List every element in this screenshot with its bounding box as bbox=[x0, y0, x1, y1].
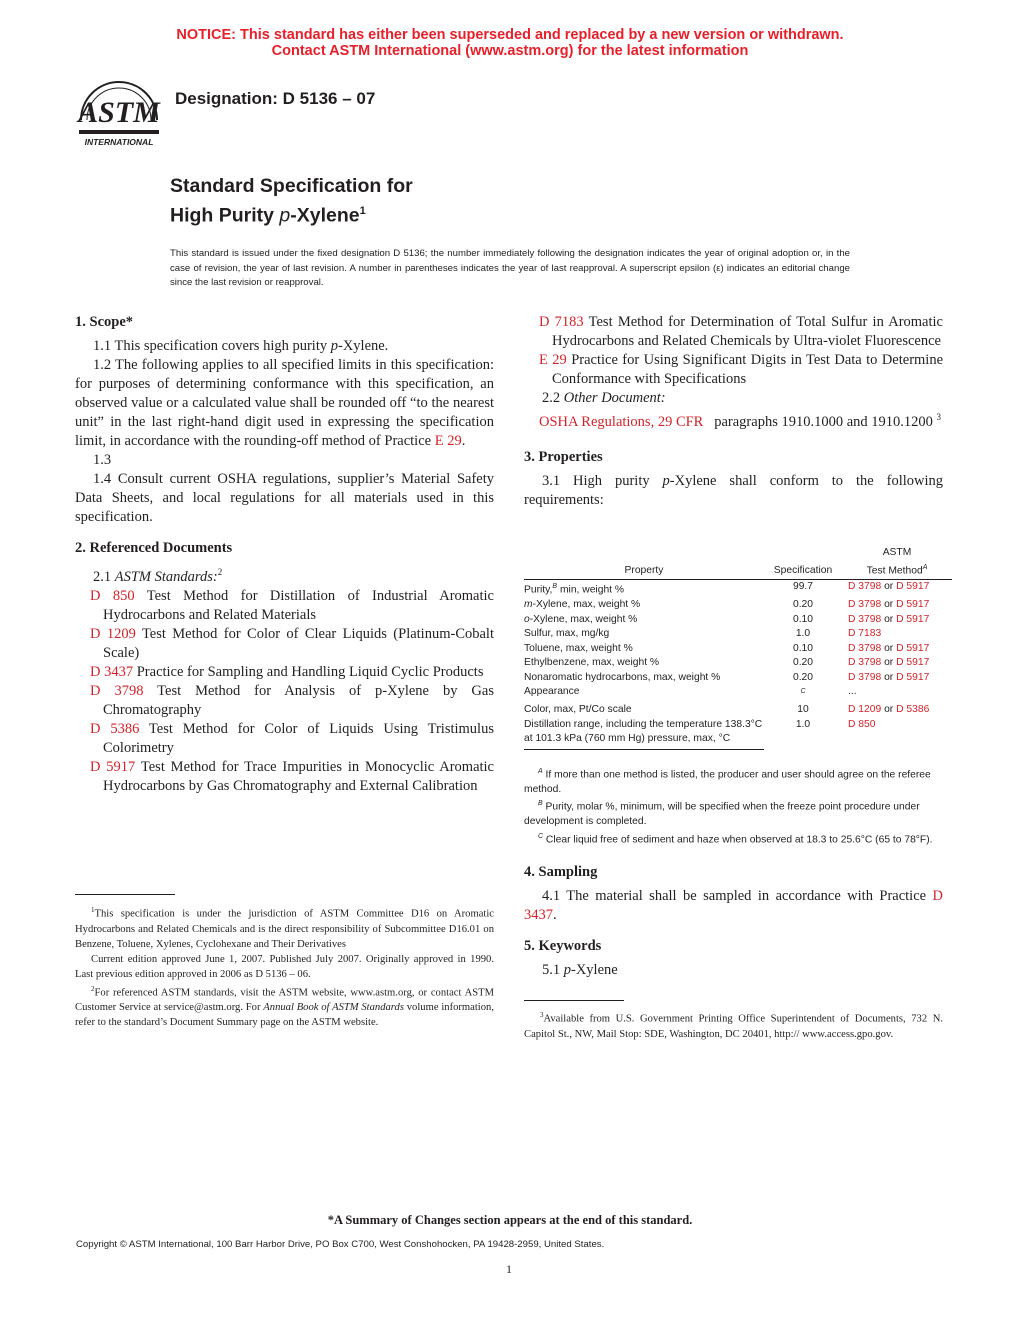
ref-2-1-label: ASTM Standards: bbox=[114, 568, 218, 585]
footnote-3-mark: 3 bbox=[540, 1011, 544, 1019]
reference-title: Test Method for Color of Clear Liquids (Platinum-Cobalt Scale) bbox=[103, 625, 494, 661]
table-row bbox=[524, 671, 952, 686]
method-or: or bbox=[881, 599, 897, 611]
notice-line-1: NOTICE: This standard has either been superseded and replaced by a new version or withdrawn. bbox=[176, 27, 844, 43]
reference-code-link[interactable]: D 1209 bbox=[90, 625, 136, 642]
footnote-rule-left bbox=[75, 894, 175, 895]
title-text-post: -Xylene bbox=[290, 204, 360, 227]
reference-title: Practice for Using Significant Digits in Test Data to Determine Conformance with Specifications bbox=[552, 352, 944, 387]
astm-logo-emblem bbox=[75, 76, 163, 148]
property-text: Nonaromatic hydrocarbons, max, weight % bbox=[524, 671, 721, 683]
ref-2-2-num: 2.2 bbox=[542, 390, 564, 406]
scope-1-2 bbox=[75, 356, 494, 451]
footnote-1-mark: 1 bbox=[91, 906, 95, 914]
designation: Designation: D 5136 – 07 bbox=[175, 89, 376, 108]
link-osha[interactable]: OSHA Regulations, 29 CFR bbox=[539, 413, 704, 430]
cell-property bbox=[524, 703, 764, 718]
title-italic: p bbox=[279, 204, 291, 227]
reference-code-link[interactable]: D 850 bbox=[90, 587, 135, 604]
reference-title: Test Method for Distillation of Industrial Aromatic Hydrocarbons and Related Materials bbox=[103, 587, 494, 623]
summary-of-changes-note: *A Summary of Changes section appears at the end of this standard. bbox=[327, 1213, 693, 1227]
osha-sup: 3 bbox=[936, 412, 942, 422]
method-link[interactable]: D 3798 bbox=[848, 642, 882, 654]
table-row bbox=[524, 656, 952, 671]
spec-value: 0.10 bbox=[792, 642, 814, 654]
reference-item bbox=[524, 313, 943, 351]
property-text: Distillation range, including the temperature 138.3°C at 101.3 kPa (760 mm Hg) pressure, max, °C bbox=[524, 718, 763, 745]
link-e29[interactable]: E 29 bbox=[434, 433, 462, 449]
property-italic: o bbox=[524, 613, 530, 625]
reference-item bbox=[75, 663, 494, 682]
sampling-4-1 bbox=[524, 887, 943, 925]
table-bottom-rule bbox=[524, 749, 764, 750]
prop-intro-end: -Xylene shall conform to the following requirements: bbox=[524, 472, 944, 508]
property-text: Purity, bbox=[524, 584, 553, 596]
section-sampling-heading: 4. Sampling bbox=[524, 864, 598, 880]
right-column-lower bbox=[524, 863, 943, 980]
header-method bbox=[842, 546, 952, 580]
withdrawal-notice bbox=[0, 27, 1020, 59]
properties-table bbox=[524, 546, 952, 747]
page-number: 1 bbox=[506, 1262, 512, 1276]
cell-property bbox=[524, 613, 764, 628]
footnote-rule-right bbox=[524, 1000, 624, 1001]
cell-property bbox=[524, 642, 764, 657]
cell-method bbox=[842, 598, 952, 613]
footnote-2-italic: Annual Book of ASTM Standards bbox=[263, 1002, 404, 1014]
spec-value: 0.20 bbox=[792, 671, 814, 683]
keywords-italic: p bbox=[563, 962, 571, 978]
cell-method bbox=[842, 642, 952, 657]
table-note-c bbox=[524, 830, 943, 848]
section-properties-heading: 3. Properties bbox=[524, 448, 603, 465]
cell-method bbox=[842, 671, 952, 686]
cell-method bbox=[842, 718, 952, 747]
title-footnote-mark: 1 bbox=[359, 205, 366, 217]
cell-spec bbox=[764, 613, 842, 628]
method-or: or bbox=[881, 642, 897, 654]
reference-item bbox=[75, 758, 494, 796]
note-b-mark: B bbox=[538, 800, 543, 808]
method-link[interactable]: D 3798 bbox=[848, 671, 882, 683]
table-row bbox=[524, 685, 952, 703]
right-column bbox=[524, 313, 943, 510]
scope-1-3: 1.3 bbox=[93, 452, 112, 468]
keywords-num: 5.1 bbox=[542, 962, 564, 978]
scope-1-4: 1.4 Consult current OSHA regulations, supplier’s Material Safety Data Sheets, and local regulations for all materials used in this specification. bbox=[75, 471, 494, 525]
logo-caption: INTERNATIONAL bbox=[84, 137, 154, 147]
property-italic: m bbox=[524, 599, 533, 611]
method-or: or bbox=[881, 657, 897, 669]
header-spec: Specification bbox=[764, 546, 842, 580]
cell-property bbox=[524, 718, 764, 747]
left-column bbox=[75, 313, 494, 796]
property-sup: B bbox=[552, 583, 558, 591]
title-line-1: Standard Specification for bbox=[170, 175, 413, 197]
spec-value: 0.20 bbox=[792, 657, 814, 669]
table-notes bbox=[524, 765, 943, 848]
reference-title: Test Method for Color of Liquids Using Tristimulus Colorimetry bbox=[103, 720, 494, 756]
cell-method bbox=[842, 613, 952, 628]
referenced-list bbox=[75, 587, 494, 796]
method-link[interactable]: D 1209 bbox=[848, 704, 882, 716]
scope-1-1-end: -Xylene. bbox=[337, 338, 389, 354]
cell-spec bbox=[764, 642, 842, 657]
footnotes-left bbox=[75, 903, 494, 1030]
header-method-line1: ASTM bbox=[882, 547, 912, 558]
method-link[interactable]: D 5917 bbox=[896, 599, 930, 611]
property-text: -Xylene, max, weight % bbox=[532, 599, 641, 611]
cell-spec bbox=[764, 627, 842, 642]
prop-intro-italic: p bbox=[662, 472, 670, 489]
header-method-text: Test Method bbox=[866, 564, 923, 576]
method-link[interactable]: D 5917 bbox=[896, 581, 930, 593]
section-referenced-heading: 2. Referenced Documents bbox=[75, 540, 233, 556]
spec-value: 0.20 bbox=[792, 599, 814, 611]
properties-table-wrap bbox=[524, 546, 952, 750]
cell-spec bbox=[764, 718, 842, 747]
method-link[interactable]: D 3798 bbox=[848, 599, 882, 611]
note-c-text: Clear liquid free of sediment and haze when observed at 18.3 to 25.6°C (65 to 78°F). bbox=[543, 834, 933, 846]
cell-property bbox=[524, 627, 764, 642]
method-link[interactable]: D 5917 bbox=[896, 671, 930, 683]
ref-2-2-label: Other Document: bbox=[563, 390, 666, 406]
cell-property bbox=[524, 671, 764, 686]
table-note-a bbox=[524, 765, 943, 797]
reference-item bbox=[524, 351, 943, 389]
reference-item bbox=[75, 587, 494, 625]
properties-table-body bbox=[524, 580, 952, 747]
table-row bbox=[524, 703, 952, 718]
scope-1-1 bbox=[75, 337, 494, 356]
footnote-2-text: For referenced ASTM standards, visit the ASTM website, www.astm.org, or contact ASTM Customer Service at service@astm.org. For bbox=[75, 987, 494, 1014]
footnote-2-end: volume information, refer to the standard’s Document Summary page on the ASTM website. bbox=[75, 1002, 494, 1029]
cell-property bbox=[524, 598, 764, 613]
note-a-mark: A bbox=[538, 768, 543, 775]
property-text: -Xylene, max, weight % bbox=[529, 613, 638, 625]
referenced-list-continued bbox=[524, 313, 943, 389]
copyright: Copyright © ASTM International, 100 Barr Harbor Drive, PO Box C700, West Conshohocken, PA 19428-2959, United States. bbox=[76, 1239, 605, 1250]
method-or: or bbox=[881, 671, 897, 683]
cell-property bbox=[524, 656, 764, 671]
cell-spec bbox=[764, 671, 842, 686]
table-row bbox=[524, 613, 952, 628]
reference-title: Test Method for Determination of Total Sulfur in Aromatic Hydrocarbons and Related Chemicals by Ultra-violet Fluorescence bbox=[552, 314, 943, 349]
method-link[interactable]: D 3798 bbox=[848, 657, 882, 669]
footnote-3-text: Available from U.S. Government Printing Office Superintendent of Documents, 732 N. Capitol St., NW, Mail Stop: SDE, Washington, DC 20401, http:// www.access.gpo.gov. bbox=[524, 1013, 943, 1040]
method-or: or bbox=[881, 581, 897, 593]
title-line-2 bbox=[170, 199, 413, 229]
note-b-text: Purity, molar %, minimum, will be specified when the freeze point procedure under development is completed. bbox=[524, 801, 920, 828]
method-or: or bbox=[881, 704, 897, 716]
astm-logo bbox=[75, 76, 163, 148]
note-c-mark: C bbox=[538, 832, 544, 840]
section-keywords-heading: 5. Keywords bbox=[524, 938, 602, 954]
spec-value: 1.0 bbox=[795, 628, 811, 640]
reference-code-link[interactable]: D 5917 bbox=[90, 758, 136, 775]
footnote-1-text: This specification is under the jurisdiction of ASTM Committee D16 on Aromatic Hydrocarbons and Related Chemicals and is the direct responsibility of Subcommittee D16.01 on Benzene, Toluene, Xylenes, Cyclohexane and Their Derivatives bbox=[75, 908, 494, 950]
table-note-b bbox=[524, 797, 943, 829]
property-text: Toluene, max, weight % bbox=[524, 642, 633, 654]
table-header-row bbox=[524, 546, 952, 580]
cell-method bbox=[842, 656, 952, 671]
cell-property bbox=[524, 580, 764, 598]
cell-spec bbox=[764, 580, 842, 598]
prop-intro-text: 3.1 High purity bbox=[542, 472, 663, 489]
spec-value: 10 bbox=[797, 704, 809, 716]
cell-spec bbox=[764, 703, 842, 718]
link-d3437-sampling[interactable]: D 3437 bbox=[524, 888, 943, 923]
spec-value: 99.7 bbox=[792, 581, 814, 593]
method-link[interactable]: D 5386 bbox=[896, 704, 930, 716]
footnotes-right bbox=[524, 1008, 943, 1042]
method-or: or bbox=[881, 613, 897, 625]
referenced-2-2 bbox=[524, 389, 943, 408]
property-text: Appearance bbox=[524, 686, 580, 698]
cell-property bbox=[524, 685, 764, 703]
reference-title: Test Method for Analysis of p-Xylene by Gas Chromatography bbox=[103, 682, 494, 718]
property-text-2: min, weight % bbox=[557, 584, 625, 596]
method-link[interactable]: D 850 bbox=[848, 718, 876, 730]
property-text: Sulfur, max, mg/kg bbox=[524, 628, 610, 640]
cell-method bbox=[842, 685, 952, 703]
reference-item bbox=[75, 720, 494, 758]
notice-line-2: Contact ASTM International (www.astm.org) for the latest information bbox=[271, 43, 749, 59]
method-none: ... bbox=[848, 686, 857, 698]
keywords-5-1 bbox=[524, 961, 943, 980]
reference-code-link[interactable]: D 7183 bbox=[539, 314, 584, 330]
cell-method bbox=[842, 580, 952, 598]
header-method-sup: A bbox=[922, 563, 928, 571]
reference-code-link[interactable]: D 3798 bbox=[90, 682, 144, 699]
osha-reference bbox=[524, 408, 943, 432]
section-scope-heading: 1. Scope* bbox=[75, 314, 133, 330]
scope-1-2-text: 1.2 The following applies to all specified limits in this specification: for purposes of determining conformance with this specification, an observed value or a calculated value shall be rounded off “to the nearest unit” in the last right-hand digit used in expressing the specification limit, in accordance with the rounding-off method of Practice bbox=[75, 357, 494, 449]
footnote-2-mark: 2 bbox=[91, 984, 95, 993]
reference-code-link[interactable]: D 3437 bbox=[90, 663, 134, 680]
table-row bbox=[524, 627, 952, 642]
spec-value: 0.10 bbox=[792, 613, 814, 625]
reference-code-link[interactable]: D 5386 bbox=[90, 720, 140, 737]
cell-spec bbox=[764, 685, 842, 703]
properties-3-1 bbox=[524, 472, 943, 510]
property-text: Color, max, Pt/Co scale bbox=[524, 704, 632, 716]
cell-method bbox=[842, 627, 952, 642]
footnote-2 bbox=[75, 982, 494, 1031]
title-text: High Purity bbox=[170, 204, 280, 227]
method-link[interactable]: D 5917 bbox=[896, 613, 930, 625]
referenced-2-1 bbox=[75, 563, 494, 587]
cell-spec bbox=[764, 598, 842, 613]
reference-title: Test Method for Trace Impurities in Monocyclic Aromatic Hydrocarbons by Gas Chromatography and External Calibration bbox=[103, 758, 494, 794]
scope-1-2-end: . bbox=[461, 433, 466, 449]
table-row bbox=[524, 642, 952, 657]
method-link[interactable]: D 5917 bbox=[896, 657, 930, 669]
method-link[interactable]: D 3798 bbox=[848, 581, 882, 593]
ref-2-1-num: 2.1 bbox=[93, 568, 115, 585]
ref-2-1-sup: 2 bbox=[217, 567, 223, 577]
keywords-text: -Xylene bbox=[571, 962, 618, 978]
cell-spec bbox=[764, 656, 842, 671]
issuance-statement: This standard is issued under the fixed designation D 5136; the number immediately following the designation indicates the year of original adoption or, in the case of revision, the year of last revision. A number in parentheses indicates the year of last reapproval. A superscript epsilon (ε) indicates an editorial change since the last revision or reapproval. bbox=[170, 248, 850, 288]
method-link[interactable]: D 7183 bbox=[848, 628, 882, 640]
reference-code-link[interactable]: E 29 bbox=[539, 352, 567, 368]
reference-item bbox=[75, 625, 494, 663]
scope-1-1-italic: p bbox=[330, 338, 338, 354]
cell-method bbox=[842, 703, 952, 718]
table-row bbox=[524, 718, 952, 747]
table-row bbox=[524, 598, 952, 613]
reference-title: Practice for Sampling and Handling Liquid Cyclic Products bbox=[136, 663, 484, 680]
logo-letters: ASTM bbox=[78, 96, 160, 129]
footnote-1 bbox=[75, 903, 494, 952]
spec-sup: C bbox=[800, 688, 806, 696]
osha-text: paragraphs 1910.1000 and 1910.1200 bbox=[714, 413, 933, 430]
spec-value: 1.0 bbox=[795, 718, 811, 730]
reference-item bbox=[75, 682, 494, 720]
footnote-3 bbox=[524, 1008, 943, 1042]
document-title bbox=[170, 174, 413, 229]
sampling-text: 4.1 The material shall be sampled in accordance with Practice bbox=[542, 888, 933, 904]
footnote-1b: Current edition approved June 1, 2007. Published July 2007. Originally approved in 1990. Last previous edition approved in 2006 as D 5136 – 06. bbox=[75, 953, 494, 980]
table-row bbox=[524, 580, 952, 598]
method-link[interactable]: D 3798 bbox=[848, 613, 882, 625]
header-property: Property bbox=[524, 546, 764, 580]
property-text: Ethylbenzene, max, weight % bbox=[524, 657, 660, 669]
method-link[interactable]: D 5917 bbox=[896, 642, 930, 654]
scope-1-1-text: 1.1 This specification covers high purity bbox=[93, 338, 331, 354]
header-method-line2 bbox=[842, 561, 952, 579]
note-a-text: If more than one method is listed, the producer and user should agree on the referee method. bbox=[524, 769, 931, 795]
sampling-end: . bbox=[553, 907, 557, 923]
